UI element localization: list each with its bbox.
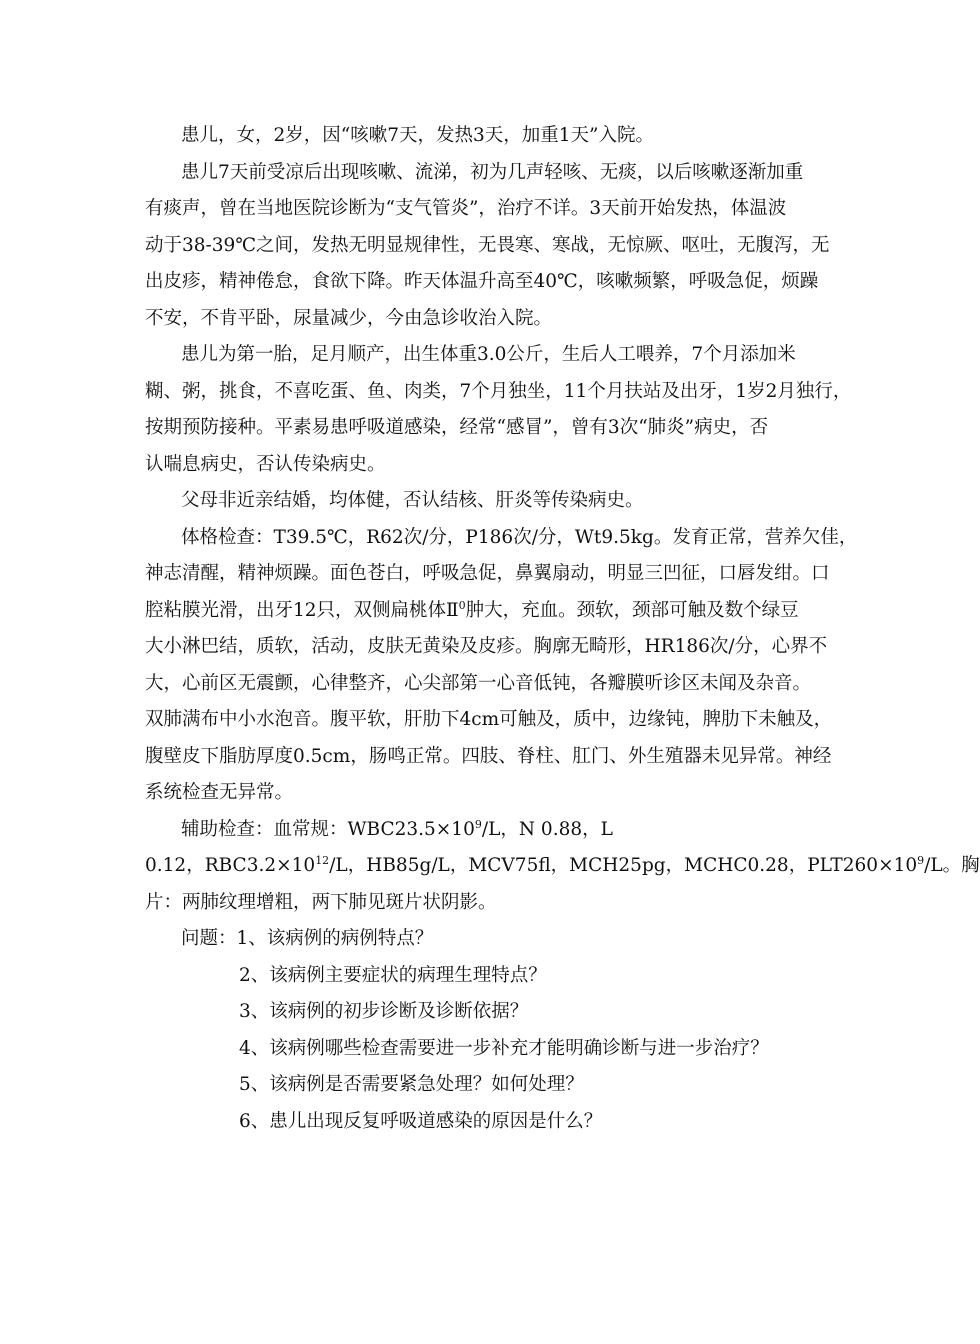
physical-exam-line: 神志清醒，精神烦躁。面色苍白，呼吸急促，鼻翼扇动，明显三凹征，口唇发绀。口 <box>145 563 830 584</box>
auxiliary-exam-text: /L。胸 <box>924 855 980 876</box>
question-lead: 问题：1、该病例的病例特点？ <box>181 928 434 949</box>
physical-exam-line <box>145 593 810 630</box>
auxiliary-exam-line: 片：两肺纹理增粗，两下肺见斑片状阴影。 <box>145 891 497 913</box>
auxiliary-exam-line <box>145 848 980 885</box>
physical-exam-line: 大小淋巴结，质软，活动，皮肤无黄染及皮疹。胸廓无畸形，HR186次/分，心界不 <box>145 636 828 657</box>
present-illness-line: 出皮疹，精神倦怠，食欲下降。昨天体温升高至40℃，咳嗽频繁，呼吸急促，烦躁 <box>145 271 819 292</box>
physical-exam-line: 体格检查：T39.5℃，R62次/分，P186次/分，Wt9.5kg。发育正常，营养欠佳， <box>181 526 858 548</box>
auxiliary-exam-text: 0.12，RBC3.2×10 <box>145 855 316 876</box>
chief-complaint: 患儿，女，2岁，因“咳嗽7天，发热3天，加重1天”入院。 <box>181 125 654 146</box>
present-illness-line: 患儿7天前受凉后出现咳嗽、流涕，初为几声轻咳、无痰，以后咳嗽逐渐加重 <box>181 161 804 183</box>
auxiliary-exam-line <box>145 812 810 849</box>
exponent-superscript: 9 <box>474 817 482 831</box>
past-history-line: 按期预防接种。平素易患呼吸道感染，经常“感冒”，曾有3次“肺炎”病史，否 <box>145 417 769 438</box>
past-history-line: 认喘息病史，否认传染病史。 <box>145 453 386 475</box>
present-illness-line: 不安，不肯平卧，尿量减少，今由急诊收治入院。 <box>145 307 553 329</box>
auxiliary-exam-text: /L，N 0.88，L <box>481 818 613 840</box>
physical-exam-line: 大，心前区无震颤，心律整齐，心尖部第一心音低钝，各瓣膜听诊区未闻及杂音。 <box>145 672 812 694</box>
tonsil-grade-superscript: 0 <box>458 598 466 612</box>
physical-exam-line: 系统检查无异常。 <box>145 782 294 803</box>
auxiliary-exam-text: /L，HB85g/L，MCV75fl，MCH25pg，MCHC0.28，PLT260×10 <box>329 855 918 876</box>
family-history: 父母非近亲结婚，均体健，否认结核、肝炎等传染病史。 <box>181 490 644 511</box>
case-text <box>145 118 980 1140</box>
question-item: 6、患儿出现反复呼吸道感染的原因是什么？ <box>239 1110 603 1132</box>
physical-exam-text: 肿大，充血。颈软，颈部可触及数个绿豆 <box>465 599 799 621</box>
present-illness-line: 动于38-39℃之间，发热无明显规律性，无畏寒、寒战，无惊厥、呕吐，无腹泻，无 <box>145 234 830 256</box>
question-item: 5、该病例是否需要紧急处理？如何处理？ <box>239 1074 584 1095</box>
physical-exam-text: 腔粘膜光滑，出牙12只，双侧扁桃体Ⅱ <box>145 599 459 621</box>
past-history-line: 糊、粥，挑食，不喜吃蛋、鱼、肉类，7个月独坐，11个月扶站及出牙，1岁2月独行， <box>145 380 852 402</box>
question-item: 4、该病例哪些检查需要进一步补充才能明确诊断与进一步治疗？ <box>239 1037 769 1059</box>
past-history-line: 患儿为第一胎，足月顺产，出生体重3.0公斤，生后人工喂养，7个月添加米 <box>181 344 796 365</box>
exponent-superscript: 12 <box>315 854 330 867</box>
physical-exam-line: 腹壁皮下脂肪厚度0.5cm，肠鸣正常。四肢、脊柱、肛门、外生殖器未见异常。神经 <box>145 745 832 767</box>
question-item: 2、该病例主要症状的病理生理特点？ <box>239 964 547 986</box>
present-illness-line: 有痰声，曾在当地医院诊断为“支气管炎”，治疗不详。3天前开始发热，体温波 <box>145 198 787 219</box>
question-item: 3、该病例的初步诊断及诊断依据？ <box>239 1001 529 1022</box>
auxiliary-exam-text: 辅助检查：血常规：WBC23.5×10 <box>181 818 475 840</box>
exponent-superscript: 9 <box>917 854 925 867</box>
physical-exam-line: 双肺满布中小水泡音。腹平软，肝肋下4cm可触及，质中，边缘钝，脾肋下未触及， <box>145 709 833 730</box>
